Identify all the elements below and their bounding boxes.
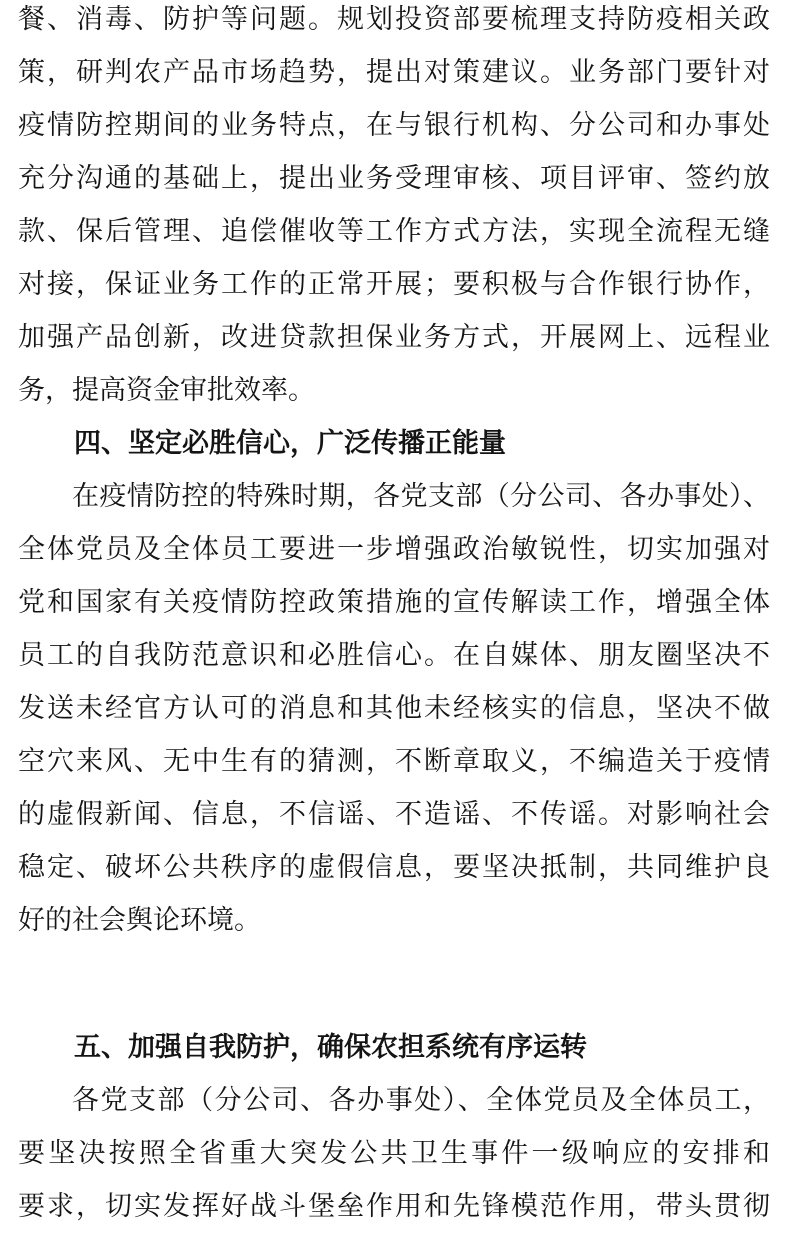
body-text-line: 要求，切实发挥好战斗堡垒作用和先锋模范作用，带头贯彻 xyxy=(18,1191,770,1222)
body-text-line: 党和国家有关疫情防控政策措施的宣传解读工作，增强全体 xyxy=(18,587,770,618)
body-text-line: 充分沟通的基础上，提出业务受理审核、项目评审、签约放 xyxy=(18,163,770,194)
body-text-line: 疫情防控期间的业务特点，在与银行机构、分公司和办事处 xyxy=(18,110,770,141)
body-text-line: 各党支部（分公司、各办事处）、全体党员及全体员工， xyxy=(72,1085,770,1116)
body-text-line: 要坚决按照全省重大突发公共卫生事件一级响应的安排和 xyxy=(18,1138,770,1169)
body-text-line: 款、保后管理、追偿催收等工作方式方法，实现全流程无缝 xyxy=(18,216,770,247)
section-heading-5: 五、加强自我防护，确保农担系统有序运转 xyxy=(74,1032,587,1063)
body-text-line: 发送未经官方认可的消息和其他未经核实的信息，坚决不做 xyxy=(18,693,770,724)
body-text-line: 对接，保证业务工作的正常开展；要积极与合作银行协作， xyxy=(18,269,770,300)
body-text-line: 在疫情防控的特殊时期，各党支部（分公司、各办事处）、 xyxy=(72,481,770,512)
body-text-line: 策，研判农产品市场趋势，提出对策建议。业务部门要针对 xyxy=(18,57,770,88)
body-text-line: 员工的自我防范意识和必胜信心。在自媒体、朋友圈坚决不 xyxy=(18,640,770,671)
body-text-line: 餐、消毒、防护等问题。规划投资部要梳理支持防疫相关政 xyxy=(18,4,770,35)
body-text-line: 全体党员及全体员工要进一步增强政治敏锐性，切实加强对 xyxy=(18,534,770,565)
body-text-line: 空穴来风、无中生有的猜测，不断章取义，不编造关于疫情 xyxy=(18,746,770,777)
body-text-line: 务，提高资金审批效率。 xyxy=(18,375,315,406)
body-text-line: 加强产品创新，改进贷款担保业务方式，开展网上、远程业 xyxy=(18,322,770,353)
body-text-line: 的虚假新闻、信息，不信谣、不造谣、不传谣。对影响社会 xyxy=(18,799,770,830)
body-text-line: 好的社会舆论环境。 xyxy=(18,905,261,936)
body-text-line: 稳定、破坏公共秩序的虚假信息，要坚决抵制，共同维护良 xyxy=(18,852,770,883)
section-heading-4: 四、坚定必胜信心，广泛传播正能量 xyxy=(74,428,506,459)
